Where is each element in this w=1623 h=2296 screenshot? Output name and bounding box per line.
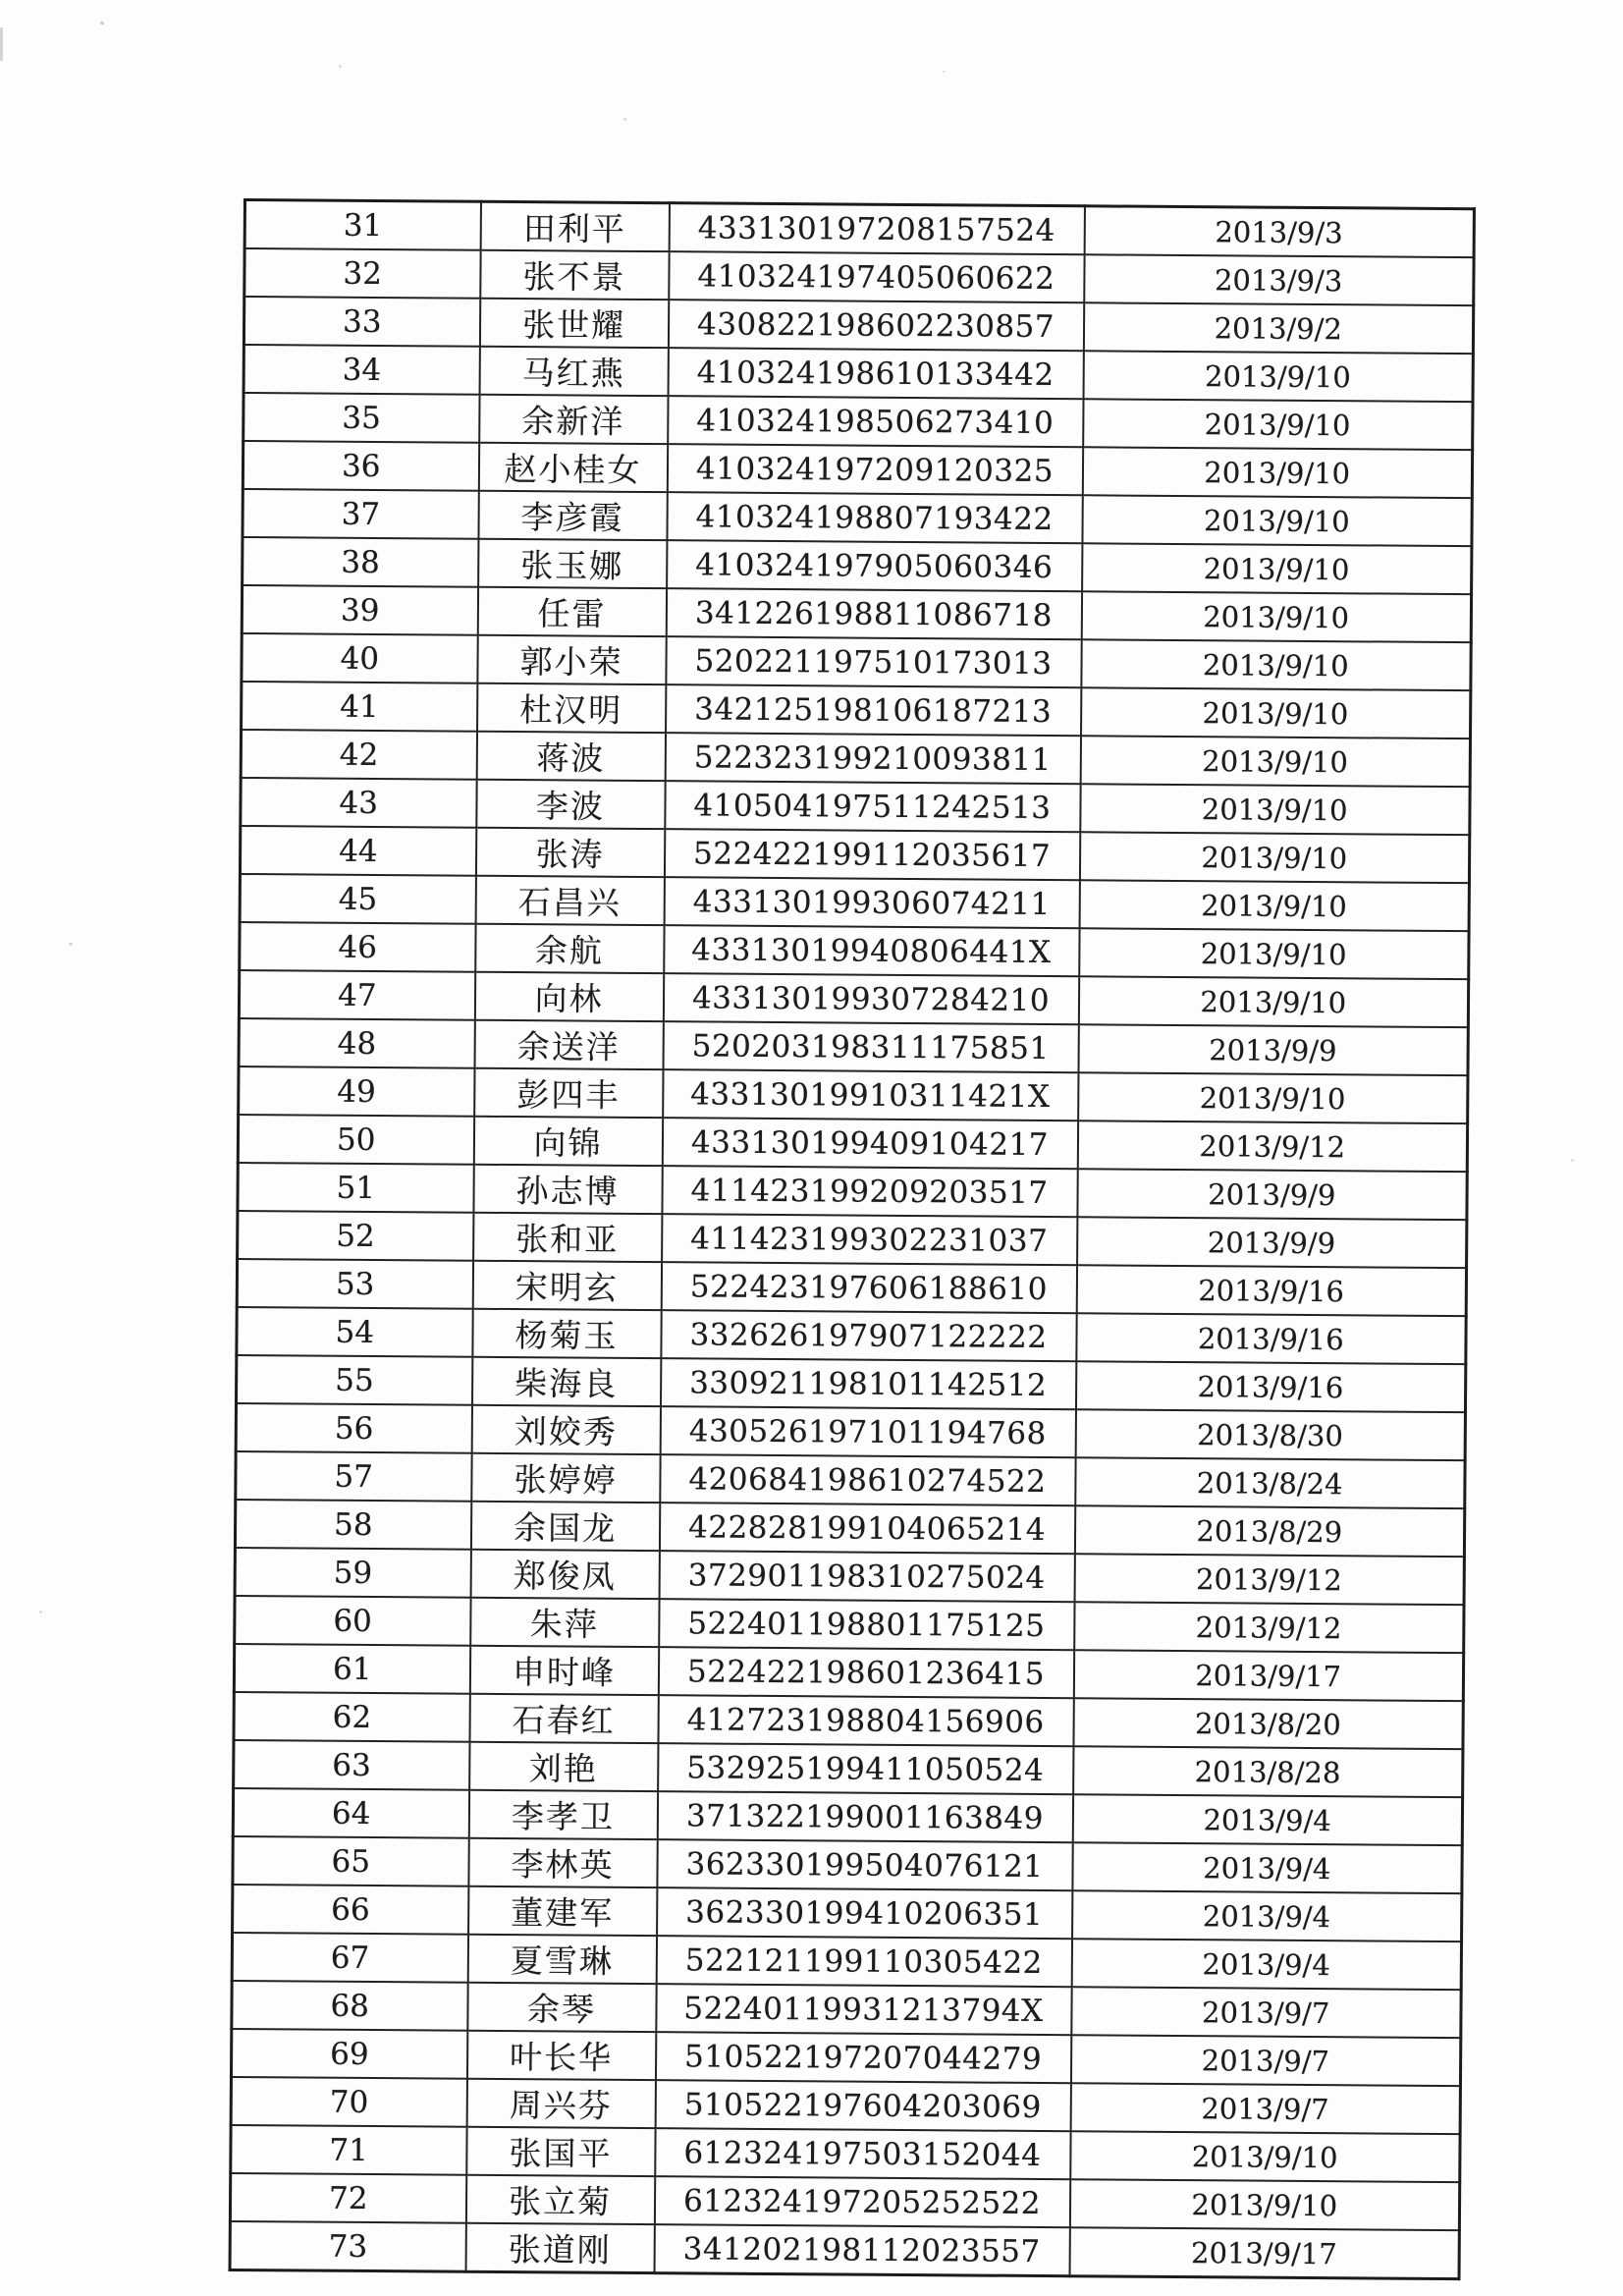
person-name-cell: 任雷: [477, 587, 666, 636]
row-number-cell: 56: [236, 1403, 471, 1453]
row-number-cell: 51: [238, 1163, 473, 1213]
person-name-cell: 张世耀: [479, 299, 668, 348]
date-cell: 2013/9/9: [1077, 1169, 1467, 1220]
id-number-cell: 532925199411050524: [658, 1743, 1073, 1794]
row-number-cell: 66: [233, 1885, 468, 1935]
id-number-cell: 371322199001163849: [657, 1791, 1072, 1842]
id-number-cell: 522323199210093811: [665, 733, 1080, 784]
row-number-cell: 40: [242, 633, 477, 683]
person-name-cell: 张不景: [480, 250, 669, 300]
id-number-cell: 612324197205252522: [654, 2176, 1069, 2227]
roster-table: [229, 198, 1476, 2280]
date-cell: 2013/9/12: [1074, 1602, 1464, 1653]
date-cell: 2013/9/9: [1077, 1217, 1467, 1268]
date-cell: 2013/9/17: [1069, 2227, 1459, 2278]
id-number-cell: 342125198106187213: [666, 684, 1081, 736]
date-cell: 2013/9/10: [1079, 832, 1469, 883]
date-cell: 2013/9/4: [1072, 1890, 1462, 1941]
date-cell: 2013/9/10: [1081, 591, 1471, 642]
person-name-cell: 石昌兴: [475, 876, 664, 925]
id-number-cell: 330921198101142512: [660, 1358, 1075, 1409]
id-number-cell: 341226198811086718: [666, 588, 1081, 639]
id-number-cell: 520221197510173013: [666, 636, 1081, 687]
date-cell: 2013/9/10: [1080, 784, 1470, 835]
row-number-cell: 55: [237, 1355, 472, 1405]
scan-speck: [69, 943, 73, 946]
row-number-cell: 47: [239, 970, 474, 1020]
row-number-cell: 70: [231, 2077, 466, 2127]
date-cell: 2013/8/28: [1073, 1746, 1463, 1797]
id-number-cell: 410324197405060622: [669, 251, 1084, 302]
row-number-cell: 42: [241, 730, 476, 780]
person-name-cell: 余琴: [467, 1983, 656, 2032]
row-number-cell: 41: [242, 682, 477, 732]
id-number-cell: 522423197606188610: [661, 1262, 1076, 1313]
date-cell: 2013/9/10: [1070, 2131, 1460, 2182]
id-number-cell: 520203198311175851: [663, 1021, 1078, 1072]
person-name-cell: 刘姣秀: [471, 1405, 660, 1454]
id-number-cell: 410324197905060346: [667, 540, 1082, 591]
person-name-cell: 余航: [475, 924, 664, 973]
id-number-cell: 522121199110305422: [656, 1936, 1071, 1987]
row-number-cell: 46: [240, 922, 475, 972]
row-number-cell: 53: [237, 1259, 472, 1309]
id-number-cell: 410324198506273410: [668, 396, 1083, 447]
id-number-cell: 420684198610274522: [660, 1454, 1075, 1505]
date-cell: 2013/9/10: [1080, 736, 1470, 787]
row-number-cell: 54: [237, 1307, 472, 1357]
person-name-cell: 李波: [476, 780, 665, 829]
table-row: [244, 200, 1474, 258]
person-name-cell: 周兴芬: [466, 2079, 655, 2128]
date-cell: 2013/9/10: [1082, 543, 1472, 594]
person-name-cell: 余新洋: [479, 395, 668, 444]
date-cell: 2013/9/10: [1083, 351, 1473, 402]
date-cell: 2013/9/16: [1076, 1313, 1466, 1364]
row-number-cell: 35: [243, 393, 479, 443]
id-number-cell: 433130199306074211: [664, 877, 1079, 928]
row-number-cell: 31: [244, 200, 480, 250]
id-number-cell: 43313019910311421X: [663, 1069, 1078, 1121]
id-number-cell: 433130199409104217: [662, 1118, 1077, 1169]
date-cell: 2013/9/4: [1072, 1794, 1462, 1845]
date-cell: 2013/9/4: [1072, 1842, 1462, 1893]
row-number-cell: 37: [243, 489, 478, 539]
date-cell: 2013/8/20: [1073, 1698, 1463, 1749]
date-cell: 2013/8/24: [1075, 1457, 1465, 1508]
id-number-cell: 362330199410206351: [657, 1887, 1072, 1939]
id-number-cell: 412723198804156906: [658, 1695, 1073, 1746]
date-cell: 2013/8/30: [1075, 1409, 1465, 1460]
date-cell: 2013/9/16: [1076, 1265, 1466, 1316]
person-name-cell: 石春红: [469, 1694, 658, 1743]
row-number-cell: 43: [241, 778, 476, 828]
row-number-cell: 58: [235, 1500, 470, 1550]
date-cell: 2013/9/10: [1081, 639, 1471, 690]
id-number-cell: 522401198801175125: [659, 1599, 1074, 1650]
person-name-cell: 李林英: [468, 1838, 657, 1887]
row-number-cell: 65: [233, 1836, 468, 1886]
row-number-cell: 32: [244, 248, 480, 299]
row-number-cell: 44: [240, 826, 475, 876]
person-name-cell: 张婷婷: [471, 1453, 660, 1503]
person-name-cell: 张道刚: [465, 2223, 654, 2273]
row-number-cell: 45: [240, 874, 475, 924]
date-cell: 2013/9/10: [1078, 1072, 1468, 1123]
date-cell: 2013/9/4: [1071, 1939, 1461, 1990]
date-cell: 2013/9/9: [1078, 1024, 1468, 1075]
row-number-cell: 60: [235, 1596, 470, 1646]
row-number-cell: 57: [236, 1451, 471, 1502]
date-cell: 2013/9/10: [1078, 976, 1468, 1027]
person-name-cell: 申时峰: [469, 1646, 658, 1695]
person-name-cell: 夏雪琳: [467, 1935, 656, 1984]
id-number-cell: 341202198112023557: [654, 2224, 1069, 2276]
roster-table-body: [230, 200, 1474, 2279]
row-number-cell: 50: [238, 1115, 473, 1165]
person-name-cell: 张和亚: [473, 1213, 662, 1262]
scan-speck: [100, 21, 105, 26]
person-name-cell: 赵小桂女: [478, 443, 667, 492]
table-row: [230, 2221, 1459, 2279]
id-number-cell: 522422199112035617: [664, 829, 1079, 880]
person-name-cell: 余国龙: [470, 1502, 659, 1551]
scan-speck: [39, 1611, 42, 1613]
person-name-cell: 郭小荣: [477, 635, 666, 684]
row-number-cell: 72: [230, 2173, 465, 2223]
date-cell: 2013/9/10: [1081, 687, 1471, 738]
person-name-cell: 向锦: [473, 1117, 662, 1166]
person-name-cell: 朱萍: [470, 1598, 659, 1647]
row-number-cell: 67: [232, 1933, 467, 1983]
row-number-cell: 68: [232, 1981, 467, 2031]
id-number-cell: 372901198310275024: [659, 1551, 1074, 1602]
person-name-cell: 柴海良: [471, 1357, 660, 1406]
id-number-cell: 410504197511242513: [665, 781, 1080, 832]
row-number-cell: 39: [242, 585, 477, 635]
scan-edge-mark: [0, 27, 3, 61]
row-number-cell: 33: [243, 297, 479, 347]
person-name-cell: 向林: [474, 972, 663, 1021]
date-cell: 2013/9/7: [1070, 2083, 1460, 2134]
id-number-cell: 612324197503152044: [655, 2128, 1070, 2179]
row-number-cell: 36: [243, 441, 478, 491]
person-name-cell: 宋明玄: [472, 1261, 661, 1310]
person-name-cell: 刘艳: [469, 1742, 658, 1791]
date-cell: 2013/9/16: [1075, 1361, 1465, 1412]
date-cell: 2013/9/3: [1084, 206, 1474, 257]
date-cell: 2013/9/10: [1082, 447, 1472, 498]
id-number-cell: 43313019940806441X: [664, 925, 1079, 976]
id-number-cell: 430526197101194768: [660, 1406, 1075, 1457]
date-cell: 2013/9/10: [1083, 399, 1473, 450]
id-number-cell: 433130197208157524: [669, 203, 1084, 255]
row-number-cell: 48: [239, 1018, 474, 1068]
id-number-cell: 410324198807193422: [667, 492, 1082, 543]
person-name-cell: 李孝卫: [468, 1790, 657, 1839]
person-name-cell: 张国平: [466, 2127, 655, 2176]
id-number-cell: 410324197209120325: [667, 444, 1082, 495]
id-number-cell: 362330199504076121: [657, 1839, 1072, 1890]
person-name-cell: 蒋波: [476, 732, 665, 781]
person-name-cell: 孙志博: [473, 1165, 662, 1214]
row-number-cell: 61: [234, 1644, 469, 1694]
id-number-cell: 410324198610133442: [668, 348, 1083, 399]
row-number-cell: 52: [238, 1211, 473, 1261]
person-name-cell: 余送洋: [474, 1020, 663, 1069]
person-name-cell: 张立菊: [465, 2175, 654, 2224]
scan-speck: [943, 71, 946, 73]
person-name-cell: 马红燕: [479, 347, 668, 396]
person-name-cell: 杜汉明: [477, 683, 666, 733]
date-cell: 2013/9/7: [1071, 1987, 1461, 2038]
row-number-cell: 59: [235, 1548, 470, 1598]
id-number-cell: 430822198602230857: [668, 300, 1083, 351]
row-number-cell: 64: [233, 1788, 468, 1838]
person-name-cell: 郑俊凤: [470, 1550, 659, 1599]
row-number-cell: 73: [230, 2221, 465, 2271]
scan-speck: [623, 118, 626, 121]
id-number-cell: 422828199104065214: [659, 1503, 1074, 1554]
id-number-cell: 433130199307284210: [663, 973, 1078, 1024]
row-number-cell: 34: [243, 345, 479, 395]
id-number-cell: 522422198601236415: [658, 1647, 1073, 1698]
id-number-cell: 411423199302231037: [662, 1214, 1077, 1265]
row-number-cell: 38: [243, 537, 478, 587]
date-cell: 2013/9/10: [1079, 880, 1469, 931]
row-number-cell: 69: [231, 2029, 466, 2079]
date-cell: 2013/9/12: [1077, 1121, 1467, 1172]
person-name-cell: 杨菊玉: [472, 1309, 661, 1358]
person-name-cell: 田利平: [480, 201, 669, 251]
person-name-cell: 叶长华: [466, 2031, 655, 2080]
row-number-cell: 71: [231, 2125, 466, 2175]
id-number-cell: 411423199209203517: [662, 1166, 1077, 1217]
date-cell: 2013/9/3: [1084, 254, 1474, 305]
scan-speck: [1571, 1159, 1574, 1162]
row-number-cell: 49: [239, 1066, 474, 1117]
date-cell: 2013/9/12: [1074, 1554, 1464, 1605]
date-cell: 2013/9/7: [1070, 2035, 1460, 2086]
date-cell: 2013/8/29: [1074, 1505, 1464, 1557]
date-cell: 2013/9/10: [1082, 495, 1472, 546]
person-name-cell: 彭四丰: [474, 1068, 663, 1118]
row-number-cell: 62: [234, 1692, 469, 1742]
id-number-cell: 332626197907122222: [661, 1310, 1076, 1361]
person-name-cell: 董建军: [468, 1886, 657, 1936]
scan-speck: [339, 65, 342, 68]
date-cell: 2013/9/2: [1083, 302, 1473, 354]
date-cell: 2013/9/17: [1073, 1650, 1463, 1701]
id-number-cell: 510522197207044279: [655, 2032, 1070, 2083]
id-number-cell: 52240119931213794X: [656, 1984, 1071, 2035]
date-cell: 2013/9/10: [1069, 2179, 1459, 2230]
person-name-cell: 李彦霞: [478, 491, 667, 540]
id-number-cell: 510522197604203069: [655, 2080, 1070, 2131]
date-cell: 2013/9/10: [1079, 928, 1469, 979]
person-name-cell: 张涛: [475, 828, 664, 877]
person-name-cell: 张玉娜: [478, 539, 667, 588]
row-number-cell: 63: [234, 1740, 469, 1790]
